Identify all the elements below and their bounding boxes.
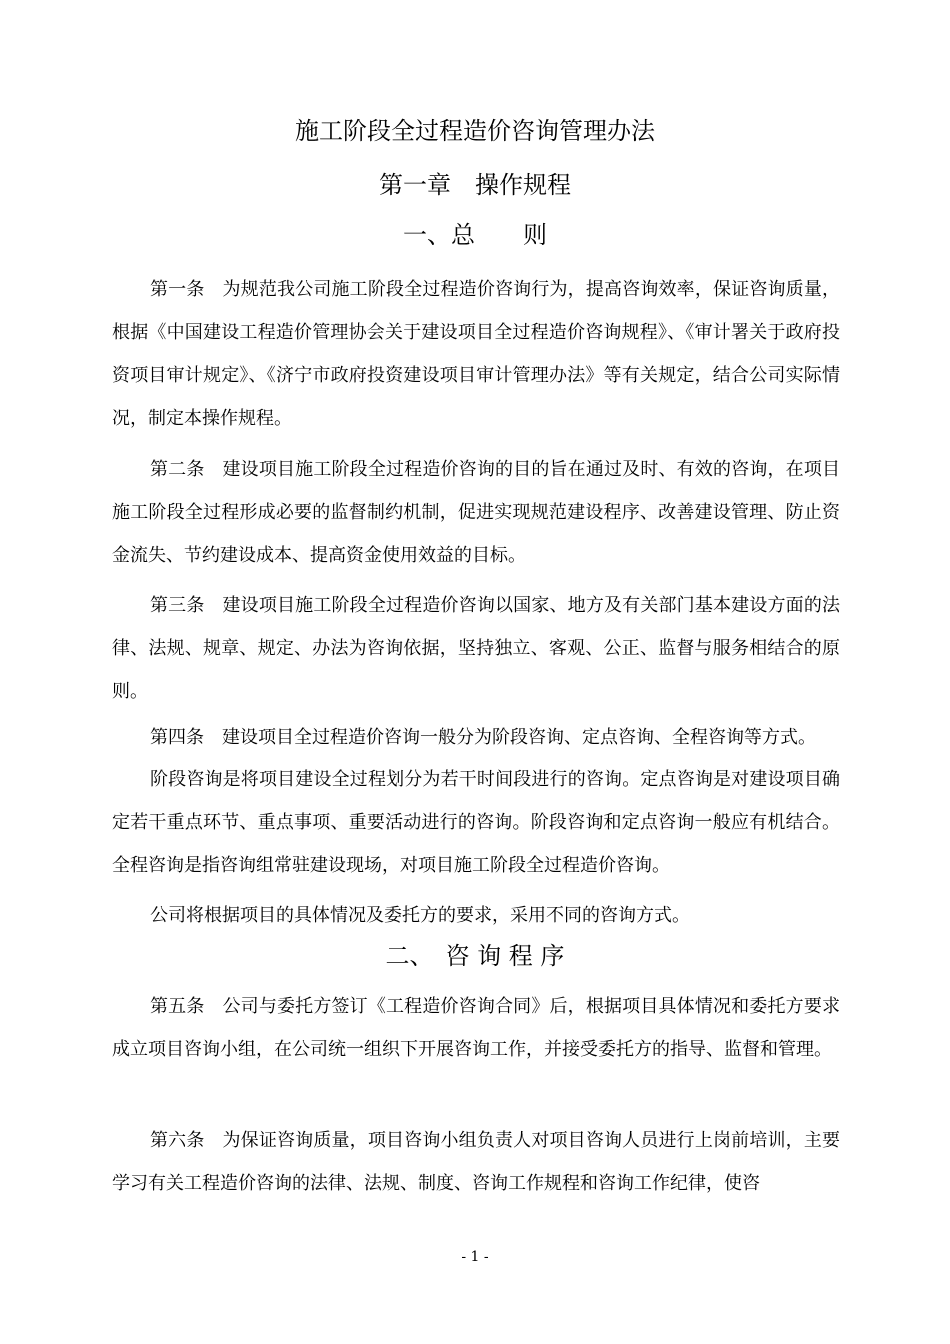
article-label: 第六条 [150, 1130, 205, 1151]
article-paragraph [112, 268, 840, 440]
article-text: 为保证咨询质量，项目咨询小组负责人对项目咨询人员进行上岗前培训，主要学习有关工程造价咨询的法律、法规、制度、咨询工作规程和咨询工作纪律，使咨 [112, 1130, 840, 1194]
article-paragraph [112, 985, 840, 1071]
article-text: 公司与委托方签订《工程造价咨询合同》后，根据项目具体情况和委托方要求成立项目咨询小组，在公司统一组织下开展咨询工作，并接受委托方的指导、监督和管理。 [112, 996, 840, 1060]
body-paragraph: 阶段咨询是将项目建设全过程划分为若干时间段进行的咨询。定点咨询是对建设项目确定若干重点环节、重点事项、重要活动进行的咨询。阶段咨询和定点咨询一般应有机结合。全程咨询是指咨询组常驻建设现场，对项目施工阶段全过程造价咨询。 [112, 769, 840, 876]
chapter-heading: 第一章 操作规程 [379, 171, 571, 199]
article-text: 建设项目全过程造价咨询一般分为阶段咨询、定点咨询、全程咨询等方式。 [222, 727, 816, 748]
document-title: 施工阶段全过程造价咨询管理办法 [295, 117, 655, 145]
article-label: 第二条 [150, 459, 205, 480]
section-heading-general: 一、总 则 [403, 221, 547, 249]
article-paragraph [112, 448, 840, 577]
article-paragraph [112, 716, 840, 759]
article-text: 为规范我公司施工阶段全过程造价咨询行为，提高咨询效率，保证咨询质量，根据《中国建设工程造价管理协会关于建设项目全过程造价咨询规程》、《审计署关于政府投资项目审计规定》、《济宁市政府投资建设项目审计管理办法》等有关规定，结合公司实际情况，制定本操作规程。 [112, 279, 840, 429]
article-label: 第四条 [150, 727, 204, 748]
article-text: 建设项目施工阶段全过程造价咨询的目的旨在通过及时、有效的咨询，在项目施工阶段全过程形成必要的监督制约机制，促进实现规范建设程序、改善建设管理、防止资金流失、节约建设成本、提高资金使用效益的目标。 [112, 459, 840, 566]
article-paragraph [112, 584, 840, 713]
article-text: 建设项目施工阶段全过程造价咨询以国家、地方及有关部门基本建设方面的法律、法规、规章、规定、办法为咨询依据，坚持独立、客观、公正、监督与服务相结合的原则。 [112, 595, 840, 702]
article-label: 第三条 [150, 595, 205, 616]
page-number: - 1 - [461, 1249, 489, 1265]
article-paragraph [112, 1119, 840, 1205]
body-paragraph: 公司将根据项目的具体情况及委托方的要求，采用不同的咨询方式。 [150, 905, 690, 926]
article-label: 第一条 [150, 279, 205, 300]
section-heading-procedure: 二、 咨 询 程 序 [385, 942, 565, 970]
article-label: 第五条 [150, 996, 205, 1017]
